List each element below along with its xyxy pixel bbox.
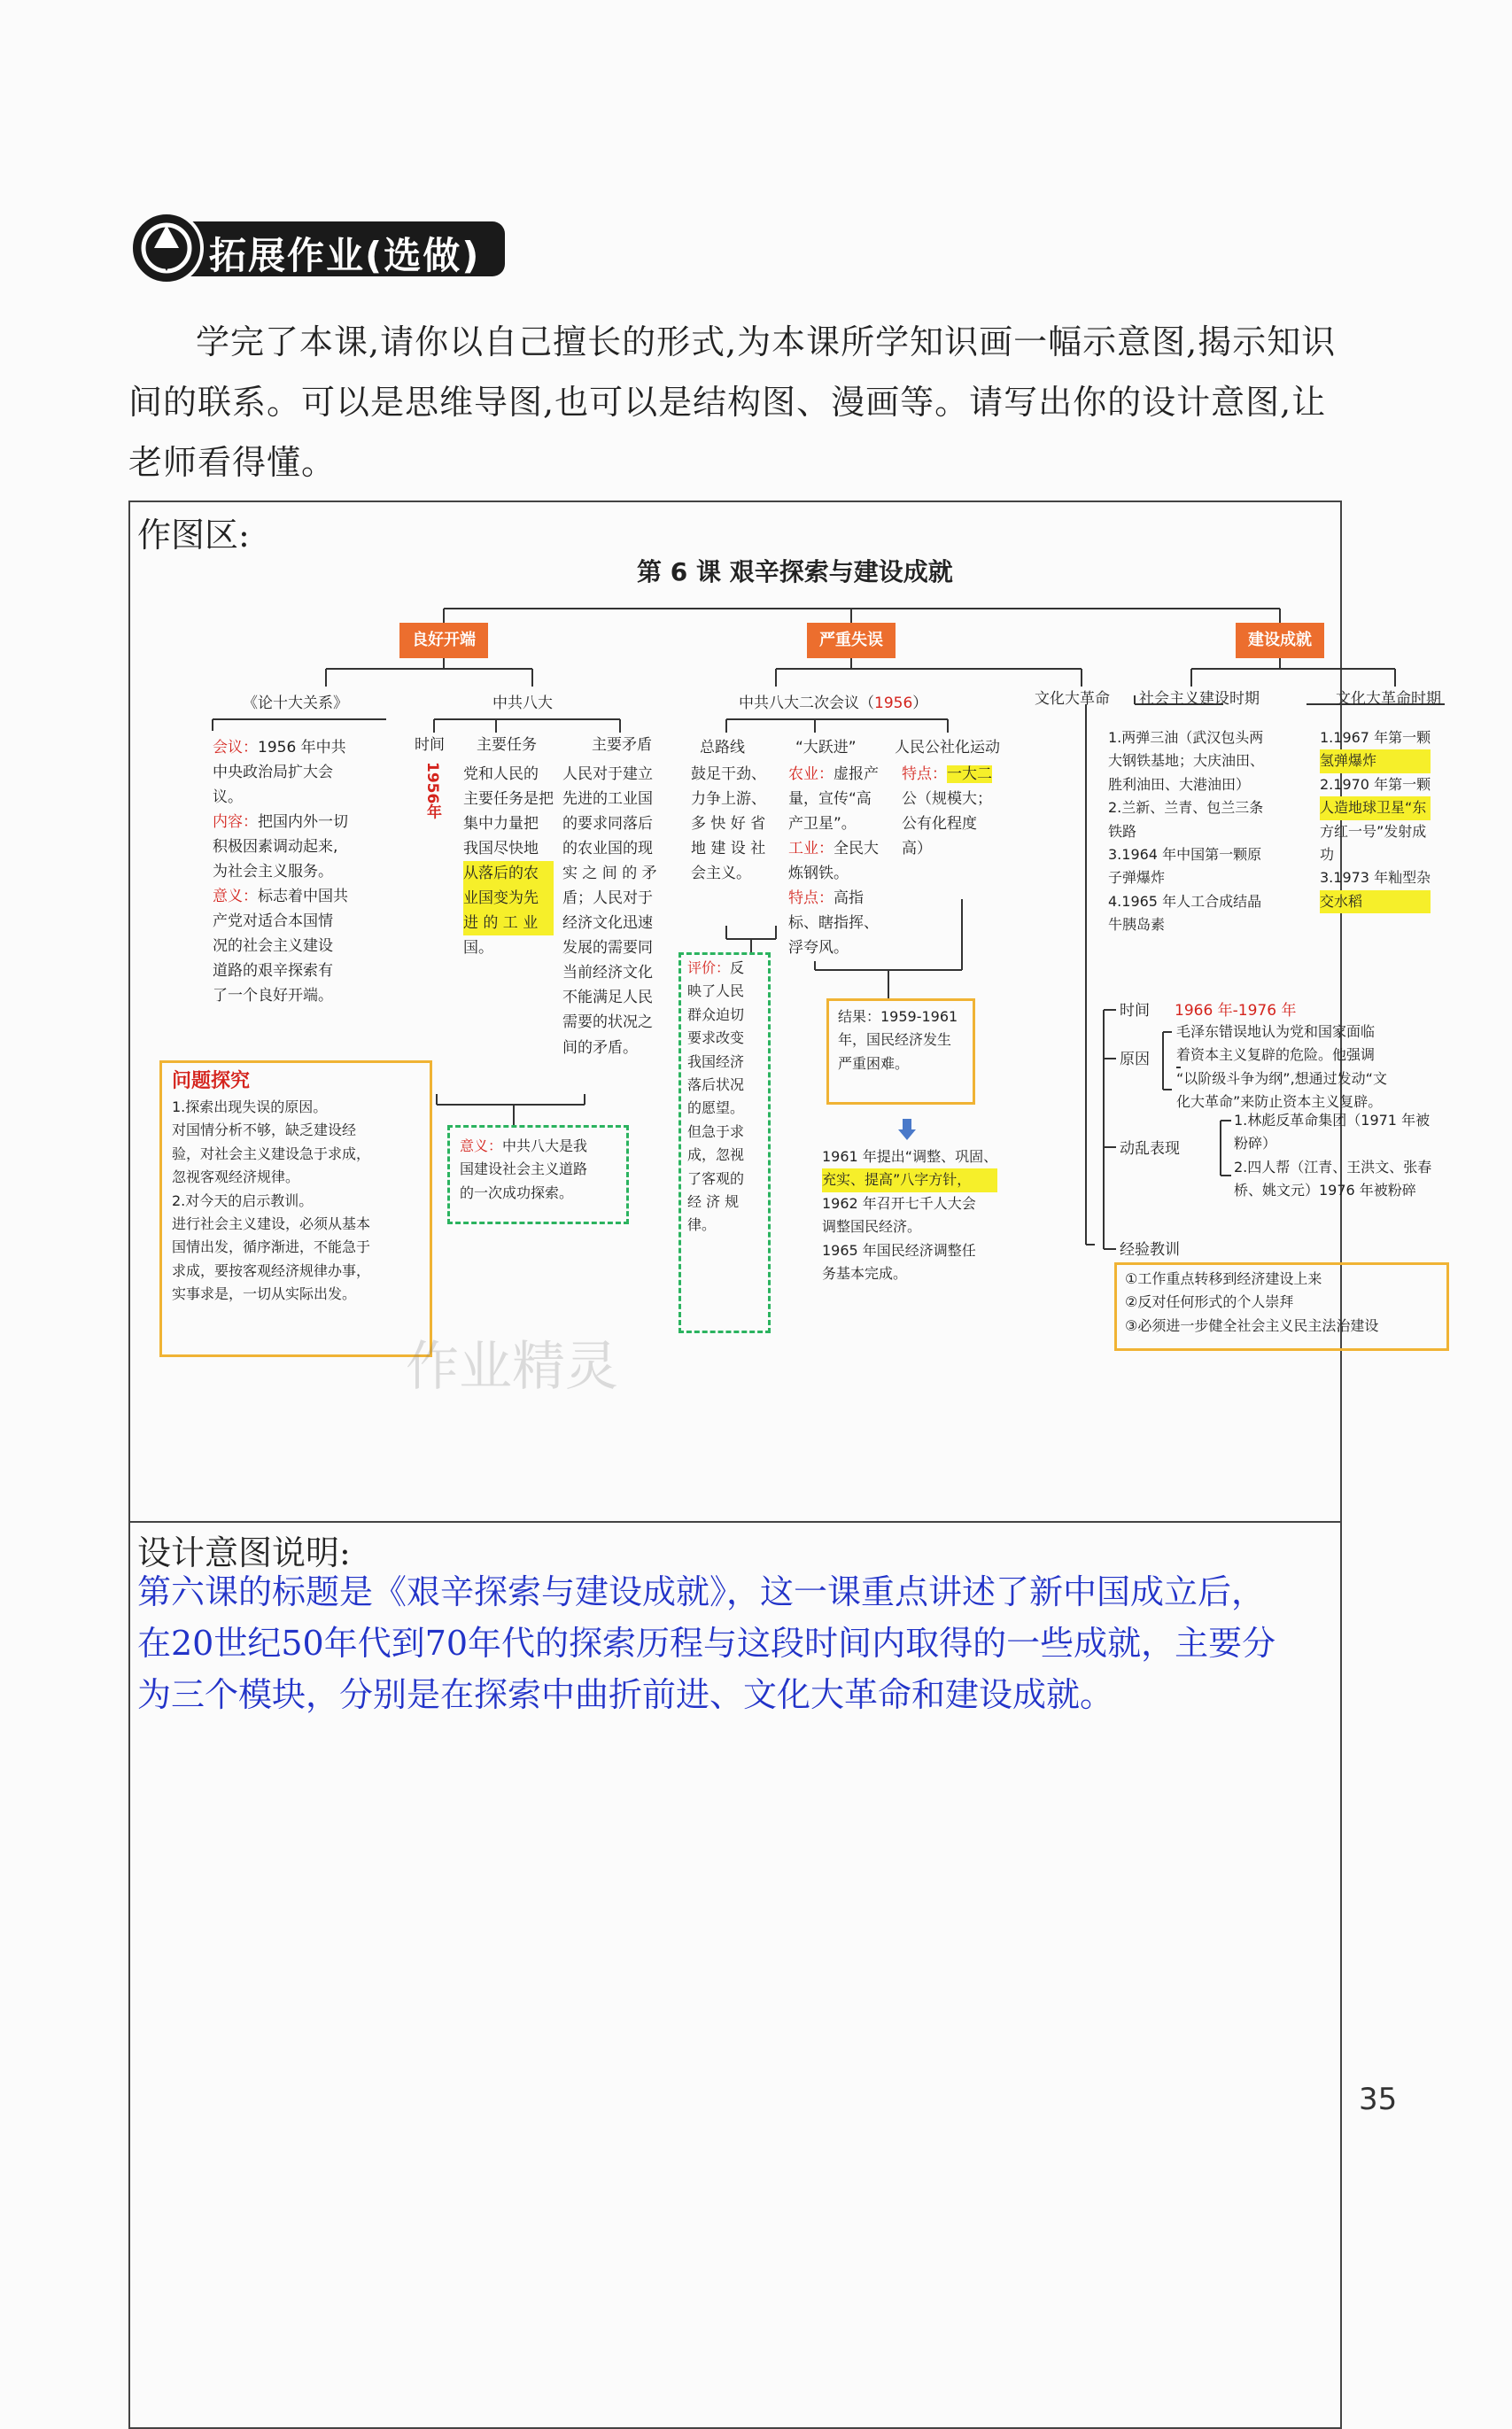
leap-line-value: 产卫星”。 [788, 815, 857, 834]
wenge-heading: 文化大革命 [1035, 690, 1110, 708]
adjustment-text [822, 1145, 997, 1285]
evaluation-line [687, 1051, 744, 1074]
conflict-line: 的要求同落后 [562, 815, 653, 834]
lunshi-details [213, 735, 348, 1009]
lunshi-line-value: 标志着中国共 [258, 888, 348, 906]
evaluation-value: 经 济 规 [687, 1192, 740, 1210]
main-task-text [463, 762, 554, 960]
lunshi-line [213, 760, 348, 785]
task-line: 业国变为先 [463, 886, 554, 911]
socialist-line: 牛胰岛素 [1108, 916, 1166, 934]
wenge-cause-text [1176, 1020, 1387, 1114]
evaluation-line [687, 1121, 744, 1144]
evaluation-value: 落后状况 [687, 1075, 745, 1093]
lunshi-line-key: 会议： [213, 739, 258, 757]
leap-line-value: 量，宣传“高 [788, 790, 872, 809]
wenge-achievement-line: 1.1967 年第一颗 [1320, 729, 1431, 746]
leap-line-value: 全民大 [834, 840, 879, 858]
col-general-line: 总路线 [700, 739, 745, 757]
evaluation-value: 了客观的 [687, 1169, 745, 1187]
lunshi-line-value: 了一个良好开端。 [213, 987, 333, 1005]
general-line-line: 多 快 好 省 [691, 815, 766, 834]
wenge-achievement-line: 2.1970 年第一颗 [1320, 775, 1431, 793]
commune-value: 高） [902, 840, 932, 858]
adjust-line: 1965 年国民经济调整任 [822, 1241, 976, 1259]
lesson-line: ③必须进一步健全社会主义民主法治建设 [1125, 1316, 1379, 1334]
lunshi-heading: 《论十大关系》 [243, 695, 348, 712]
leap-line-value: 标、瞎指挥、 [788, 914, 879, 933]
task-line: 从落后的农 [463, 861, 554, 886]
bada-sig-line [460, 1135, 587, 1158]
branch-good-start: 良好开端 [399, 623, 488, 658]
result-line: 年，国民经济发生 [838, 1031, 952, 1049]
socialist-line: 1.两弹三油（武汉包头两 [1108, 729, 1264, 746]
conflict-line: 的农业国的现 [562, 840, 653, 858]
evaluation-line [687, 957, 744, 980]
wenge-achievement-line: 功 [1320, 845, 1335, 863]
socialist-achievements [1108, 726, 1264, 937]
adjust-line: 务基本完成。 [822, 1264, 908, 1282]
leap-line [788, 762, 879, 787]
leap-line-key: 特点： [788, 889, 834, 908]
conflict-line: 先进的工业国 [562, 790, 653, 809]
evaluation-line [687, 1097, 744, 1120]
leap-line-value: 浮夸风。 [788, 939, 849, 958]
lunshi-line-value: 把国内外一切 [258, 813, 348, 832]
evaluation-value: 成，忽视 [687, 1146, 745, 1164]
task-line: 党和人民的 [463, 765, 539, 783]
task-line: 进 的 工 业 [463, 911, 554, 935]
section-title: 拓展作业(选做) [209, 234, 481, 277]
evaluation-line [687, 1004, 744, 1027]
leap-line [788, 836, 879, 861]
general-line-line: 鼓足干劲、 [691, 765, 766, 783]
meeting-close: ） [912, 695, 928, 712]
evaluation-value: 我国经济 [687, 1052, 745, 1070]
result-text [838, 1005, 958, 1075]
conflict-line: 当前经济文化 [562, 964, 653, 982]
conflict-line: 盾；人民对于 [562, 889, 653, 908]
evaluation-line [687, 1074, 744, 1097]
bada-heading: 中共八大 [492, 695, 553, 712]
adjust-line: 调整国民经济。 [822, 1218, 922, 1236]
lunshi-line [213, 884, 348, 909]
problem-line: 忽视客观经济规律。 [172, 1168, 300, 1186]
commune-line [902, 811, 992, 836]
problem-line: 2.对今天的启示教训。 [172, 1191, 314, 1209]
general-line-line: 地 建 设 社 [691, 840, 766, 858]
leap-line-value: 高指 [834, 889, 864, 908]
cause-line: “以阶级斗争为纲”,想通过发动“文 [1176, 1069, 1387, 1087]
leap-line-value: 炼钢铁。 [788, 865, 849, 883]
lunshi-line-key: 内容： [213, 813, 258, 832]
lunshi-line-value: 道路的艰辛探索有 [213, 962, 333, 981]
great-leap-text [788, 762, 879, 960]
wenge-achievement-line: 3.1973 年籼型杂 [1320, 869, 1431, 887]
evaluation-value: 映了人民 [687, 982, 745, 1000]
evaluation-text [687, 957, 744, 1238]
lesson-line: ②反对任何形式的个人崇拜 [1125, 1293, 1294, 1311]
branch-serious-mistakes: 严重失误 [807, 623, 896, 658]
meeting-year: 1956 [874, 695, 913, 712]
leap-line-value: 虚报产 [834, 765, 879, 783]
turmoil-line: 粉碎） [1234, 1135, 1277, 1152]
conflict-line: 需要的状况之 [562, 1013, 653, 1032]
wenge-cause-label: 原因 [1120, 1051, 1150, 1068]
problem-line: 国情出发，循序渐进，不能急于 [172, 1238, 371, 1256]
evaluation-value: 但急于求 [687, 1122, 745, 1140]
col-main-task: 主要任务 [477, 736, 537, 754]
lunshi-line [213, 785, 348, 810]
lunshi-line-value: 积极因素调动起来, [213, 838, 338, 857]
lunshi-line [213, 958, 348, 983]
frame-divider [128, 1521, 1342, 1523]
bada-sig-value: 的一次成功探索。 [460, 1183, 574, 1201]
lunshi-line-value: 议。 [213, 788, 243, 807]
bada-sig-key: 意义： [460, 1137, 503, 1154]
conflict-line: 人民对于建立 [562, 765, 653, 783]
problem-title: 问题探究 [172, 1070, 251, 1092]
camera-aperture-icon [129, 211, 204, 285]
lesson-label: 经验教训 [1120, 1241, 1180, 1259]
problem-line: 进行社会主义建设，必须从基本 [172, 1214, 371, 1232]
branch-achievements: 建设成就 [1236, 623, 1324, 658]
design-intent-label: 设计意图说明: [137, 1533, 351, 1572]
draw-area-label: 作图区: [137, 516, 250, 555]
evaluation-value: 的愿望。 [687, 1099, 745, 1117]
bada-sig-line [460, 1158, 587, 1181]
wenge-turmoil-text [1234, 1109, 1431, 1203]
conflict-line: 发展的需要同 [562, 939, 653, 958]
general-line-text [691, 762, 766, 886]
socialist-line: 子弹爆炸 [1108, 869, 1166, 887]
leap-line [788, 911, 879, 935]
lunshi-line [213, 983, 348, 1008]
commune-line [902, 787, 992, 811]
meeting-heading [739, 691, 927, 716]
socialist-line: 2.兰新、兰青、包兰三条 [1108, 799, 1264, 817]
lunshi-line-value: 产党对适合本国情 [213, 912, 333, 931]
wenge-time-label: 时间 [1120, 1002, 1150, 1020]
evaluation-line [687, 1191, 744, 1214]
commune-value: 公（规模大； [902, 790, 992, 809]
problem-line: 1.探索出现失误的原因。 [172, 1098, 328, 1115]
main-conflict-text [562, 762, 657, 1060]
socialist-line: 胜利油田、大港油田） [1108, 775, 1251, 793]
evaluation-value: 律。 [687, 1216, 717, 1234]
wenge-achievement-line: 人造地球卫星“东 [1320, 796, 1431, 819]
bada-sig-value: 国建设社会主义道路 [460, 1160, 588, 1178]
socialist-line: 大钢铁基地；大庆油田、 [1108, 752, 1265, 770]
task-line: 国。 [463, 939, 493, 958]
leap-line-key: 农业： [788, 765, 834, 783]
lunshi-line-value: 况的社会主义建设 [213, 937, 333, 956]
task-line: 主要任务是把 [463, 790, 554, 809]
problem-line: 对国情分析不够，缺乏建设经 [172, 1121, 357, 1139]
conflict-line: 不能满足人民 [562, 989, 653, 1007]
cause-line: 化大革命”来防止资本主义复辟。 [1176, 1093, 1383, 1111]
general-line-line: 会主义。 [691, 865, 751, 883]
adjust-line: 充实、提高”八字方针， [822, 1168, 997, 1191]
adjust-line: 1961 年提出“调整、巩固、 [822, 1148, 998, 1165]
leap-line-key: 工业： [788, 840, 834, 858]
bada-year: 1956年 [423, 762, 442, 819]
evaluation-value: 反 [730, 959, 745, 976]
result-line: 结果：1959-1961 [838, 1008, 958, 1025]
wenge-achievement-line: 方红一号”发射成 [1320, 822, 1427, 840]
result-line: 严重困难。 [838, 1054, 910, 1072]
commune-feature-key: 特点： [902, 765, 947, 783]
wenge-achievement-line: 氢弹爆炸 [1320, 749, 1431, 772]
lunshi-line-value: 为社会主义服务。 [213, 863, 333, 881]
commune-text [902, 762, 992, 861]
assignment-instructions: 学完了本课,请你以自己擅长的形式,为本课所学知识画一幅示意图,揭示知识间的联系。可以是思维导图,也可以是结构图、漫画等。请写出你的设计意图,让老师看得懂。 [128, 322, 1337, 482]
evaluation-value: 群众迫切 [687, 1005, 745, 1023]
leap-line [788, 861, 879, 886]
socialist-period-heading: 社会主义建设时期 [1139, 690, 1260, 708]
lunshi-line [213, 909, 348, 934]
col-time: 时间 [415, 736, 445, 754]
lunshi-line [213, 859, 348, 884]
lesson-text [1125, 1268, 1378, 1338]
lunshi-line-value: 中央政治局扩大会 [213, 764, 333, 782]
problem-line: 实事求是，一切从实际出发。 [172, 1285, 357, 1303]
conflict-line: 间的矛盾。 [562, 1038, 638, 1057]
conflict-line: 实 之 间 的 矛 [562, 865, 657, 883]
lunshi-line-key: 意义： [213, 888, 258, 906]
page-number: 35 [1359, 2082, 1398, 2117]
cause-line: 毛泽东错误地认为党和国家面临 [1176, 1023, 1376, 1040]
wenge-turmoil-label: 动乱表现 [1120, 1140, 1180, 1158]
cause-line: 着资本主义复辟的危险。他强调 [1176, 1046, 1376, 1064]
leap-line [788, 811, 879, 836]
bada-sig-value: 中共八大是我 [502, 1137, 588, 1154]
problem-line: 求成，要按客观经济规律办事， [172, 1261, 371, 1279]
lunshi-line [213, 834, 348, 859]
evaluation-line [687, 980, 744, 1003]
general-line-line: 力争上游、 [691, 790, 766, 809]
lunshi-line [213, 735, 348, 760]
turmoil-line: 2.四人帮（江青、王洪文、张春 [1234, 1158, 1432, 1176]
leap-line [788, 787, 879, 811]
wenge-time-value: 1966 年-1976 年 [1175, 1002, 1297, 1020]
lesson-line: ①工作重点转移到经济建设上来 [1125, 1270, 1322, 1287]
lunshi-line [213, 810, 348, 834]
mindmap [149, 545, 1512, 1413]
lunshi-line [213, 934, 348, 958]
adjust-line: 1962 年召开七千人大会 [822, 1194, 976, 1212]
col-great-leap: “大跃进” [795, 739, 857, 757]
col-commune: 人民公社化运动 [895, 739, 1000, 757]
socialist-line: 铁路 [1108, 822, 1137, 840]
problem-text [172, 1096, 370, 1307]
commune-line [902, 762, 992, 787]
commune-value: 公有化程度 [902, 815, 977, 834]
design-intent-text: 第六课的标题是《艰辛探索与建设成就》，这一课重点讲述了新中国成立后，在20世纪50年代到70年代的探索历程与这段时间内取得的一些成就，主要分为三个模块，分别是在探索中曲折前进、文化大革命和建设成就。 [137, 1572, 1276, 1714]
evaluation-line [687, 1168, 744, 1191]
task-line: 集中力量把 [463, 815, 539, 834]
turmoil-line: 桥、姚文元）1976 年被粉碎 [1234, 1182, 1416, 1199]
evaluation-line [687, 1027, 744, 1050]
leap-line [788, 935, 879, 960]
evaluation-value: 要求改变 [687, 1029, 745, 1047]
evaluation-key: 评价： [687, 959, 731, 976]
socialist-line: 3.1964 年中国第一颗原 [1108, 845, 1262, 863]
wenge-period-heading: 文化大革命时期 [1336, 690, 1441, 708]
bada-significance-text [460, 1135, 587, 1205]
wenge-achievements [1320, 726, 1431, 913]
turmoil-line: 1.林彪反革命集团（1971 年被 [1234, 1112, 1431, 1129]
lunshi-line-value: 1956 年中共 [258, 739, 346, 757]
col-main-conflict: 主要矛盾 [592, 736, 652, 754]
leap-line [788, 886, 879, 911]
problem-line: 验，对社会主义建设急于求成， [172, 1145, 371, 1162]
conflict-line: 经济文化迅速 [562, 914, 653, 933]
socialist-line: 4.1965 年人工合成结晶 [1108, 892, 1262, 910]
bada-sig-line [460, 1182, 587, 1205]
task-line: 我国尽快地 [463, 840, 539, 858]
evaluation-line [687, 1144, 744, 1167]
commune-line [902, 836, 992, 861]
evaluation-line [687, 1214, 744, 1237]
wenge-achievement-line: 交水稻 [1320, 890, 1431, 913]
watermark: 作业精灵 [406, 1336, 618, 1398]
commune-value: 一大二 [947, 765, 992, 783]
mindmap-title: 第 6 课 艰辛探索与建设成就 [637, 557, 953, 586]
meeting-label: 中共八大二次会议（ [739, 695, 874, 712]
